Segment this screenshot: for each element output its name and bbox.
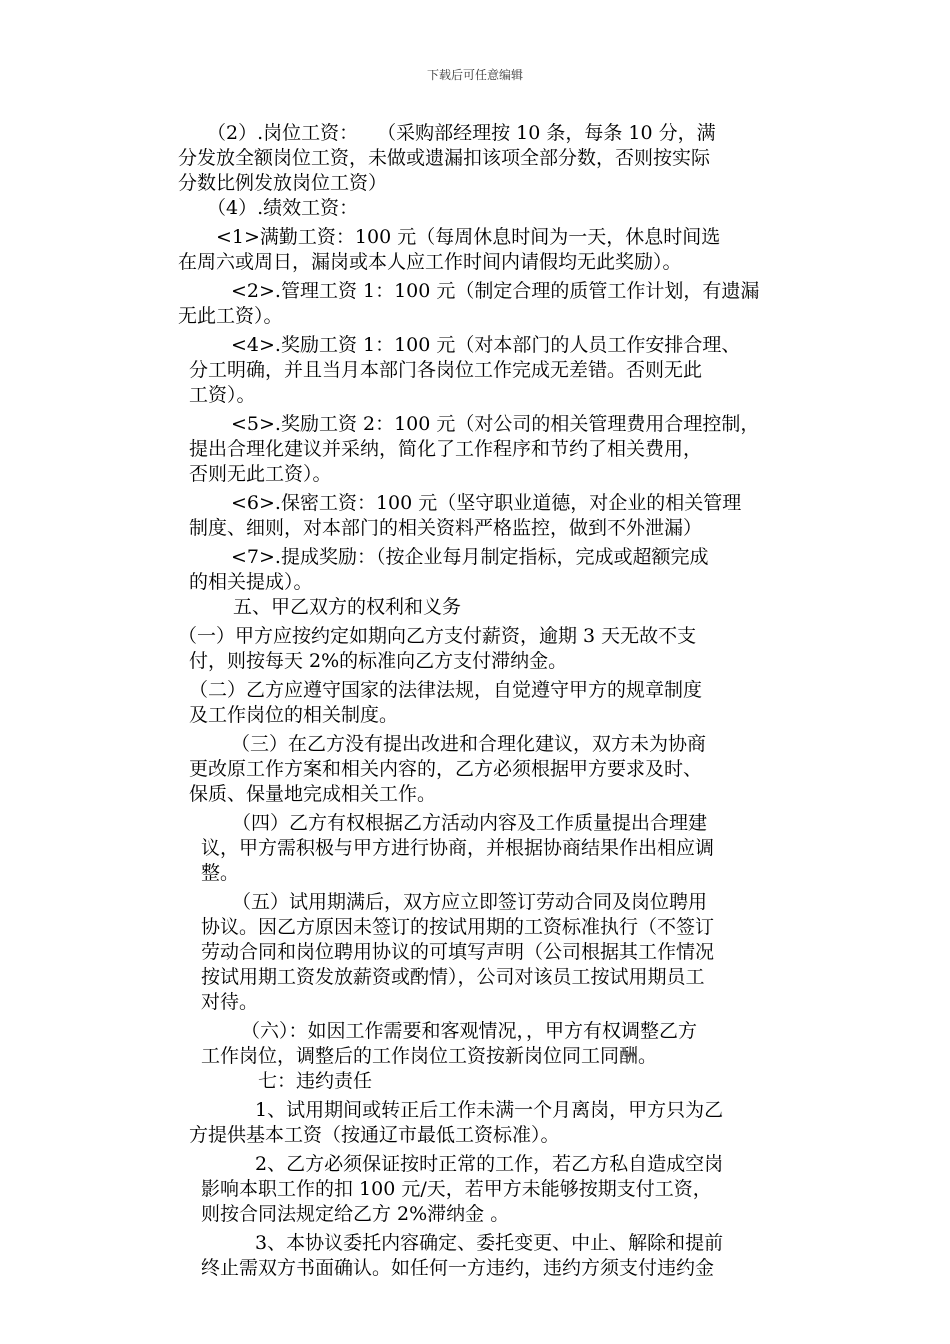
text-line: 工资）。	[189, 384, 256, 406]
text-line: <1>满勤工资：100 元（每周休息时间为一天，休息时间选	[216, 226, 721, 248]
paragraph-management-wage	[0, 279, 950, 329]
paragraph-position-wage	[0, 121, 950, 196]
text-line: 议，甲方需积极与甲方进行协商，并根据协商结果作出相应调	[201, 837, 715, 859]
text-line: 协议。因乙方原因未签订的按试用期的工资标准执行（不签订	[201, 916, 715, 938]
text-line: 及工作岗位的相关制度。	[189, 704, 399, 726]
text-line: 分发放全额岗位工资，未做或遗漏扣该项全部分数，否则按实际	[178, 147, 711, 169]
paragraph-liability-1	[0, 1098, 950, 1148]
text-line: 终止需双方书面确认。如任何一方违约，违约方须支付违约金	[201, 1257, 715, 1279]
text-line: 分数比例发放岗位工资）	[178, 172, 388, 194]
text-line: 在周六或周日，漏岗或本人应工作时间内请假均无此奖励）。	[178, 251, 682, 273]
paragraph-performance-wage	[0, 196, 950, 221]
text-line: 则按合同法规定给乙方 2%滞纳金 。	[201, 1203, 510, 1225]
text-line: 更改原工作方案和相关内容的，乙方必须根据甲方要求及时、	[189, 758, 703, 780]
text-line: 整。	[201, 862, 240, 884]
text-line: （四）乙方有权根据乙方活动内容及工作质量提出合理建	[232, 812, 708, 834]
text-line: 按试用期工资发放薪资或酌情），公司对该员工按试用期员工	[201, 966, 705, 988]
section-heading: 五、甲乙双方的权利和义务	[233, 596, 462, 618]
paragraph-bonus-wage-2	[0, 412, 950, 487]
text-line: 否则无此工资）。	[189, 463, 332, 485]
text-line: 对待。	[201, 991, 259, 1013]
text-line: （五）试用期满后，双方应立即签订劳动合同及岗位聘用	[232, 891, 708, 913]
paragraph-commission	[0, 545, 950, 595]
text-line: <7>.提成奖励：（按企业每月制定指标，完成或超额完成	[231, 546, 709, 568]
text-line: （一）甲方应按约定如期向乙方支付薪资，逾期 3 天无故不支	[178, 625, 697, 647]
text-line: （4）.绩效工资：	[207, 197, 359, 219]
paragraph-rights-1	[0, 624, 950, 674]
text-line: 劳动合同和岗位聘用协议的可填写声明（公司根据其工作情况	[201, 941, 715, 963]
text-line: 保质、保量地完成相关工作。	[189, 783, 437, 805]
text-line: 提出合理化建议并采纳，简化了工作程序和节约了相关费用，	[189, 438, 703, 460]
section-heading: 七：违约责任	[258, 1070, 373, 1092]
text-line: 无此工资）。	[178, 305, 283, 327]
paragraph-liability-3	[0, 1231, 950, 1281]
paragraph-rights-4	[0, 811, 950, 886]
text-line: （六）：如因工作需要和客观情况，，甲方有权调整乙方	[241, 1020, 698, 1042]
text-line: （2）.岗位工资： （采购部经理按 10 条，每条 10 分，满	[207, 122, 716, 144]
section-heading-rights	[0, 595, 950, 620]
paragraph-rights-2	[0, 678, 950, 728]
text-line: 分工明确，并且当月本部门各岗位工作完成无差错。否则无此	[189, 359, 703, 381]
text-line: <5>.奖励工资 2：100 元（对公司的相关管理费用合理控制，	[231, 413, 760, 435]
section-heading-liability	[0, 1069, 950, 1094]
paragraph-bonus-wage-1	[0, 333, 950, 408]
text-line: 付，则按每天 2%的标准向乙方支付滞纳金。	[189, 650, 568, 672]
text-line: 1、试用期间或转正后工作未满一个月离岗，甲方只为乙	[255, 1099, 724, 1121]
paragraph-liability-2	[0, 1152, 950, 1227]
paragraph-rights-3	[0, 732, 950, 807]
text-line: <2>.管理工资 1：100 元（制定合理的质管工作计划，有遗漏	[231, 280, 760, 302]
text-line: 制度、细则，对本部门的相关资料严格监控，做到不外泄漏）	[189, 517, 703, 539]
document-body	[0, 121, 950, 1281]
paragraph-rights-6	[0, 1019, 950, 1069]
text-line: 2、乙方必须保证按时正常的工作，若乙方私自造成空岗	[255, 1153, 724, 1175]
paragraph-confidentiality-wage	[0, 491, 950, 541]
text-line: （二）乙方应遵守国家的法律法规，自觉遵守甲方的规章制度	[189, 679, 703, 701]
text-line: （三）在乙方没有提出改进和合理化建议，双方未为协商	[231, 733, 707, 755]
text-line: 方提供基本工资（按通辽市最低工资标准）。	[189, 1124, 560, 1146]
text-line: <4>.奖励工资 1：100 元（对本部门的人员工作安排合理、	[231, 334, 741, 356]
text-line: 3、本协议委托内容确定、委托变更、中止、解除和提前	[255, 1232, 724, 1254]
text-line: 影响本职工作的扣 100 元/天，若甲方未能够按期支付工资，	[201, 1178, 712, 1200]
text-line: 的相关提成）。	[189, 571, 313, 593]
paragraph-attendance-wage	[0, 225, 950, 275]
text-line: 工作岗位，调整后的工作岗位工资按新岗位同工同酬。	[201, 1045, 658, 1067]
paragraph-rights-5	[0, 890, 950, 1015]
page-header-note: 下载后可任意编辑	[426, 68, 523, 82]
text-line: <6>.保密工资：100 元（坚守职业道德，对企业的相关管理	[231, 492, 742, 514]
